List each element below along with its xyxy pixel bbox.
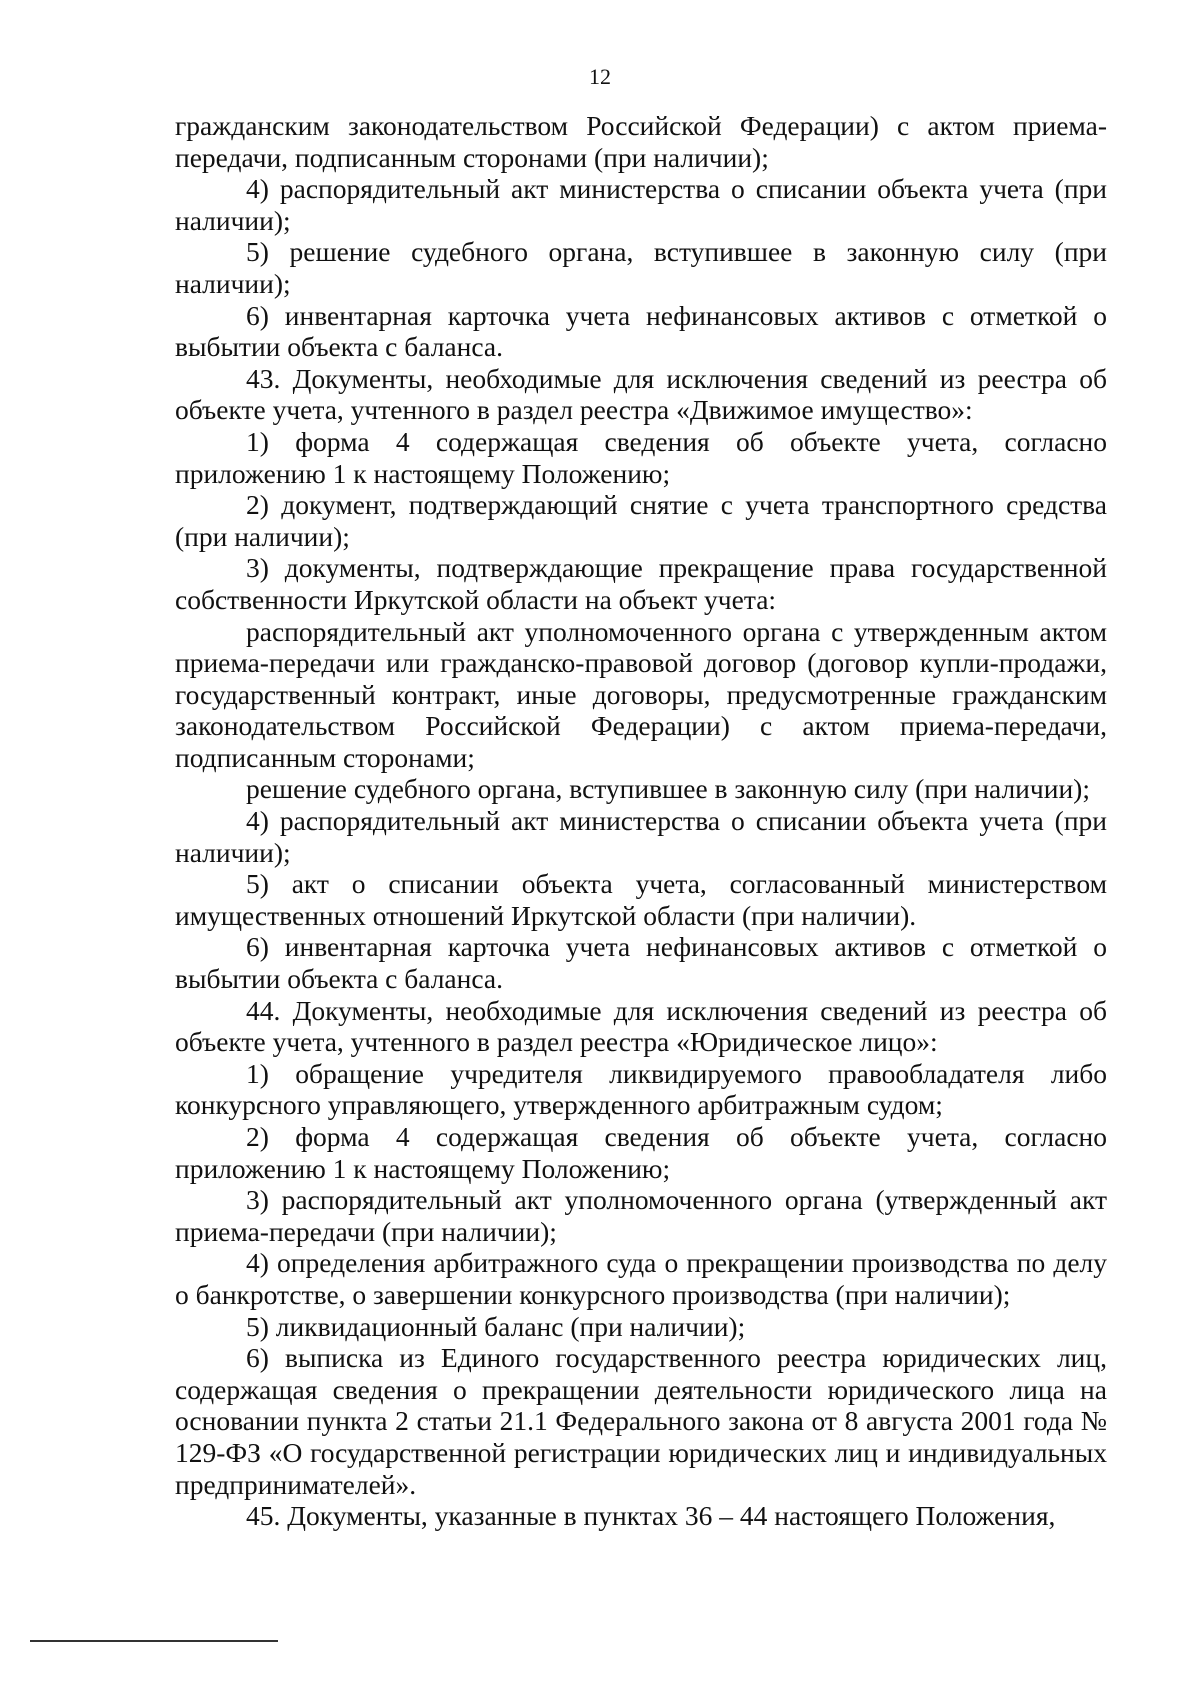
paragraph: 2) форма 4 содержащая сведения об объекте учета, согласно приложению 1 к настоящему Положению; bbox=[175, 1121, 1107, 1184]
paragraph: 45. Документы, указанные в пунктах 36 – 44 настоящего Положения, bbox=[246, 1500, 1056, 1532]
paragraph: 44. Документы, необходимые для исключения сведений из реестра об объекте учета, учтенного в раздел реестра «Юридическое лицо»: bbox=[175, 994, 1107, 1058]
paragraph: 4) распорядительный акт министерства о списании объекта учета (при наличии); bbox=[175, 173, 1107, 236]
page-number: 12 bbox=[589, 64, 611, 89]
paragraph: 5) ликвидационный баланс (при наличии); bbox=[246, 1310, 746, 1342]
paragraph: 5) решение судебного органа, вступившее в законную силу (при наличии); bbox=[175, 236, 1107, 299]
footnote-divider bbox=[30, 1640, 278, 1642]
paragraph: 4) распорядительный акт министерства о списании объекта учета (при наличии); bbox=[175, 805, 1107, 868]
paragraph: 2) документ, подтверждающий снятие с учета транспортного средства (при наличии); bbox=[175, 489, 1107, 552]
paragraph: 6) выписка из Единого государственного реестра юридических лиц, содержащая сведения о прекращении деятельности юридического лица на основании пункта 2 статьи 21.1 Федерального закона от 8 августа 2001 года № 129-ФЗ «О государственной регистрации юридических лиц и индивидуальных предпринимателей». bbox=[175, 1342, 1107, 1500]
paragraph: гражданским законодательством Российской Федерации) с актом приема-передачи, подписанным сторонами (при наличии); bbox=[175, 110, 1107, 173]
paragraph: 4) определения арбитражного суда о прекращении производства по делу о банкротстве, о завершении конкурсного производства (при наличии); bbox=[175, 1247, 1107, 1310]
paragraph: 43. Документы, необходимые для исключения сведений из реестра об объекте учета, учтенного в раздел реестра «Движимое имущество»: bbox=[175, 362, 1107, 426]
paragraph: 1) форма 4 содержащая сведения об объекте учета, согласно приложению 1 к настоящему Положению; bbox=[175, 425, 1107, 489]
document-body bbox=[175, 110, 1107, 1532]
paragraph: 1) обращение учредителя ликвидируемого правообладателя либо конкурсного управляющего, утвержденного арбитражным судом; bbox=[175, 1057, 1107, 1121]
paragraph: 5) акт о списании объекта учета, согласованный министерством имущественных отношений Иркутской области (при наличии). bbox=[175, 868, 1107, 931]
paragraph: 3) распорядительный акт уполномоченного органа (утвержденный акт приема-передачи (при наличии); bbox=[175, 1184, 1107, 1247]
paragraph: распорядительный акт уполномоченного органа с утвержденным актом приема-передачи или гражданско-правовой договор (договор купли-продажи, государственный контракт, иные договоры, предусмотренные гражданским законодательством Российской Федерации) с актом приема-передачи, подписанным сторонами; bbox=[175, 615, 1107, 773]
paragraph: 6) инвентарная карточка учета нефинансовых активов с отметкой о выбытии объекта с баланса. bbox=[175, 931, 1107, 995]
paragraph: 6) инвентарная карточка учета нефинансовых активов с отметкой о выбытии объекта с баланса. bbox=[175, 299, 1107, 363]
paragraph: решение судебного органа, вступившее в законную силу (при наличии); bbox=[246, 773, 1090, 805]
paragraph: 3) документы, подтверждающие прекращение права государственной собственности Иркутской области на объект учета: bbox=[175, 552, 1107, 615]
